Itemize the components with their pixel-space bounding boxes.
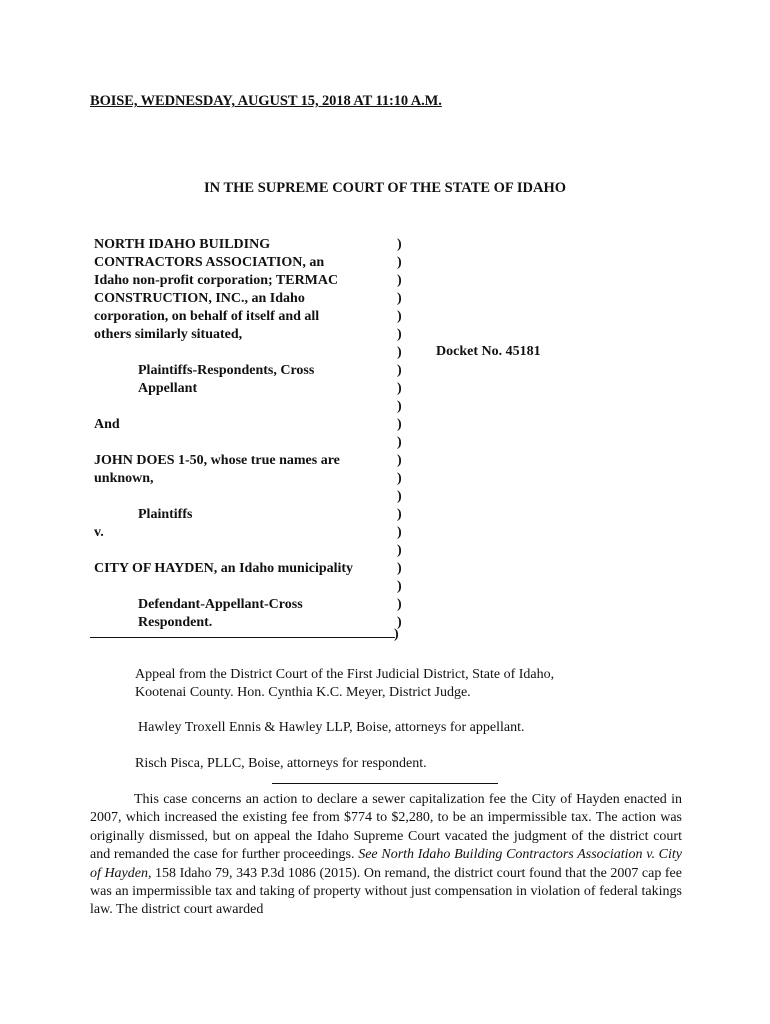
paren: ) [397, 525, 402, 540]
role-line: Respondent. [138, 615, 213, 630]
docket-number: Docket No. 45181 [436, 344, 541, 359]
section-divider [272, 783, 498, 784]
paren: ) [397, 309, 402, 324]
party-line: corporation, on behalf of itself and all [94, 309, 320, 324]
case-citation: See North Idaho Building Contractors Association v. City of Hayden [90, 847, 682, 881]
paren: ) [397, 507, 402, 522]
paren: ) [397, 327, 402, 342]
party-line: JOHN DOES 1-50, whose true names are [94, 453, 340, 468]
role-line: Defendant-Appellant-Cross [138, 597, 303, 612]
case-caption [90, 236, 510, 646]
party-line: CONTRACTORS ASSOCIATION, an [94, 255, 325, 270]
role-line: Plaintiffs-Respondents, Cross [138, 363, 315, 378]
case-summary [90, 791, 682, 920]
party-line: unknown, [94, 471, 154, 486]
court-title: IN THE SUPREME COURT OF THE STATE OF IDAHO [203, 180, 567, 196]
defendant-name: CITY OF HAYDEN, an Idaho municipality [94, 561, 354, 576]
paren: ) [397, 291, 402, 306]
summary-part-1: This case concerns an action to declare a sewer capitalization fee the City of Hayden enacted in 2007, which increased the existing fee from $774 to $2,280, to be an impermissible tax. The action was originally dismissed, but on appeal the Idaho Supreme Court vacated the judgment of the district court and remanded the case for further proceedings. [90, 792, 682, 863]
paren: ) [397, 561, 402, 576]
paren: ) [397, 597, 402, 612]
dateline: BOISE, WEDNESDAY, AUGUST 15, 2018 AT 11:10 A.M. [90, 93, 442, 109]
respondent-counsel: Risch Pisca, PLLC, Boise, attorneys for respondent. [135, 756, 427, 771]
paren: ) [397, 255, 402, 270]
plaintiffs-role: Plaintiffs [138, 507, 193, 522]
paren: ) [397, 435, 402, 450]
paren: ) [397, 453, 402, 468]
paren: ) [397, 381, 402, 396]
appellant-counsel: Hawley Troxell Ennis & Hawley LLP, Boise, attorneys for appellant. [138, 720, 525, 735]
caption-underline [90, 637, 395, 638]
summary-paragraph [90, 791, 682, 920]
appeal-line: Kootenai County. Hon. Cynthia K.C. Meyer, District Judge. [135, 685, 471, 700]
appeal-from [135, 666, 554, 702]
and-label: And [94, 417, 120, 432]
party-line: NORTH IDAHO BUILDING [94, 237, 271, 252]
paren: ) [397, 579, 402, 594]
party-line: CONSTRUCTION, INC., an Idaho [94, 291, 305, 306]
appeal-line: Appeal from the District Court of the First Judicial District, State of Idaho, [135, 667, 555, 682]
defendant-role [138, 596, 303, 632]
plaintiffs-first [94, 236, 338, 344]
paren: ) [397, 399, 402, 414]
paren: ) [397, 345, 402, 360]
paren: ) [397, 615, 402, 630]
plaintiffs-second [94, 452, 340, 488]
versus-label: v. [94, 525, 104, 540]
paren: ) [397, 543, 402, 558]
paren: ) [397, 417, 402, 432]
paren: ) [397, 273, 402, 288]
paren: ) [397, 363, 402, 378]
caption-parentheses [397, 236, 402, 632]
summary-part-2: , 158 Idaho 79, 343 P.3d 1086 (2015). On remand, the district court found that the 2007 cap fee was an impermissible tax and taking of property without just compensation in violation of federal takings law. The district court awarded [90, 865, 682, 918]
closing-paren: ) [394, 627, 399, 642]
role-line: Appellant [138, 381, 198, 396]
paren: ) [397, 237, 402, 252]
plaintiffs-respondents-role [138, 362, 314, 398]
paren: ) [397, 471, 402, 486]
party-line: others similarly situated, [94, 327, 243, 342]
party-line: Idaho non-profit corporation; TERMAC [94, 273, 339, 288]
paren: ) [397, 489, 402, 504]
